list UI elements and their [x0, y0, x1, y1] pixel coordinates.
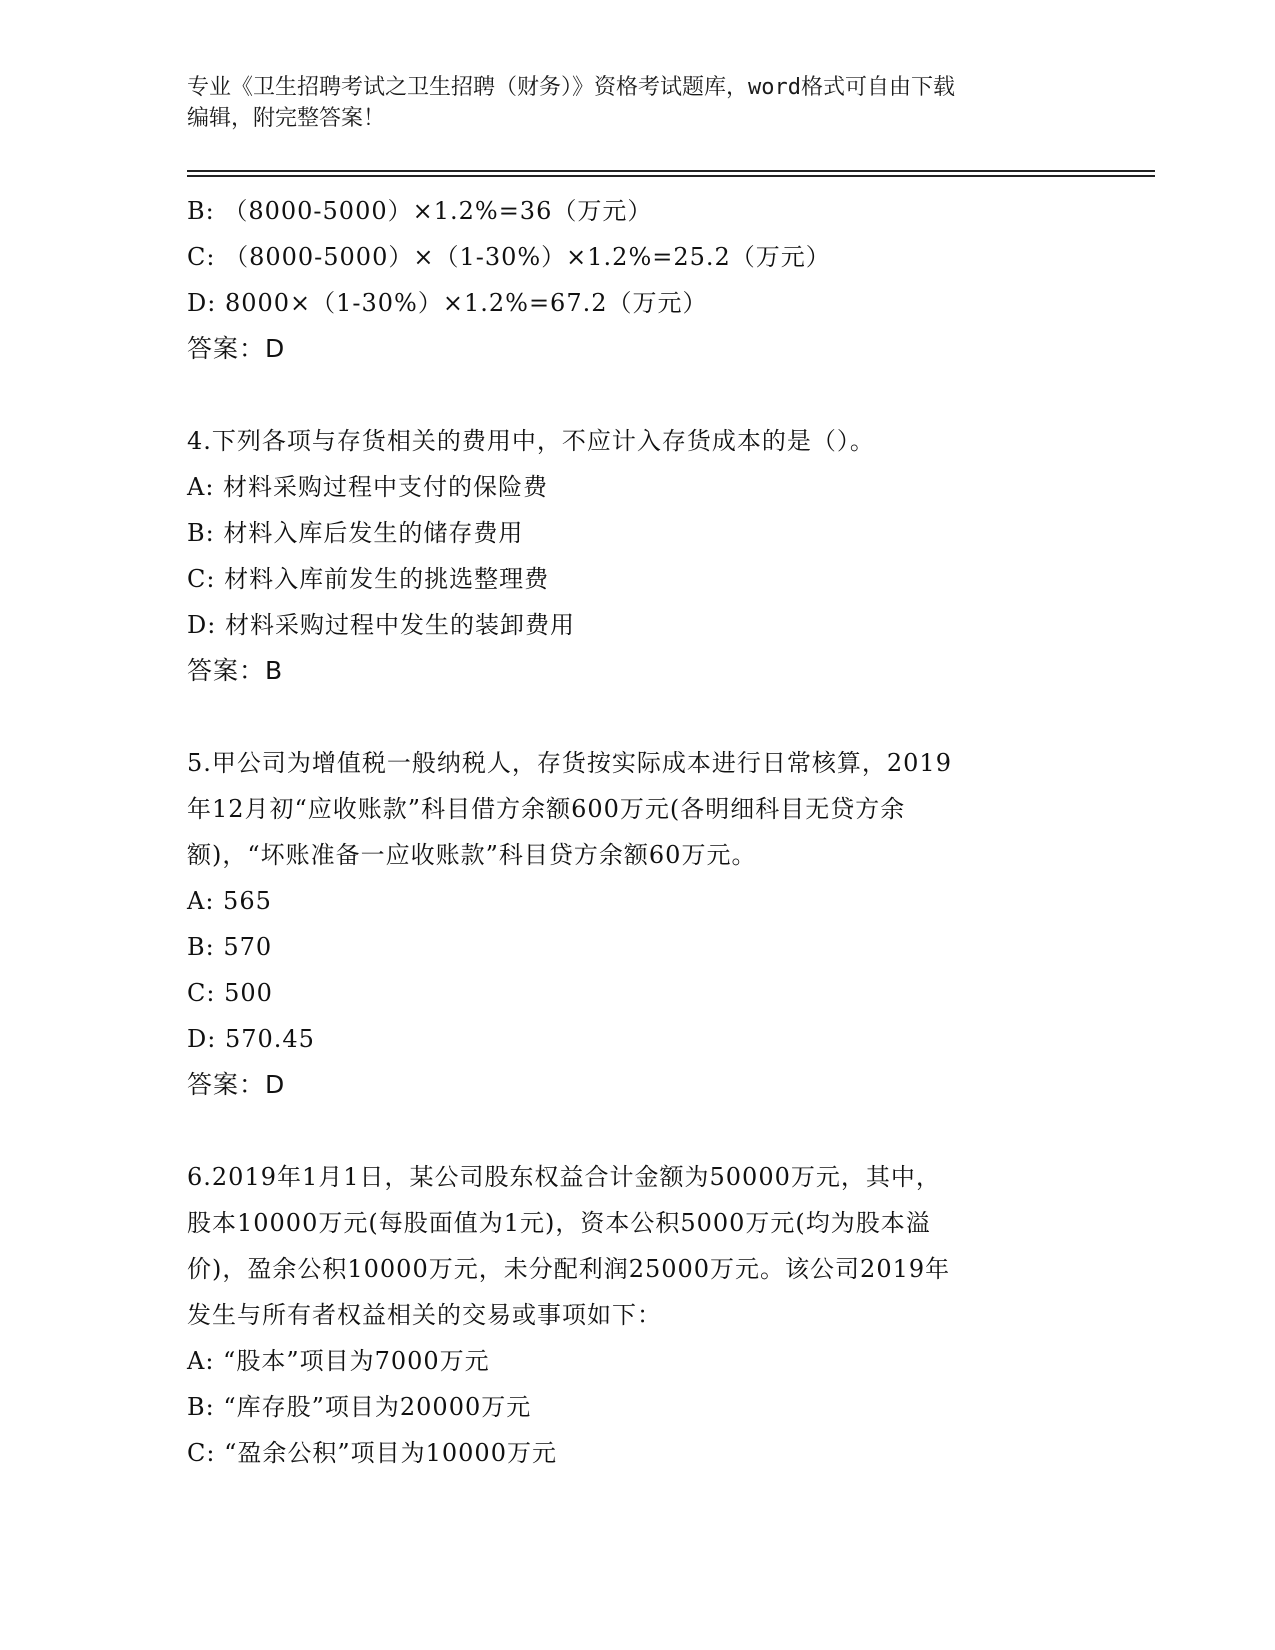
answer: 答案：B [187, 656, 284, 685]
header-line-1: 专业《卫生招聘考试之卫生招聘（财务）》资格考试题库，word格式可自由下载 [187, 75, 955, 100]
question-text-line: 年12月初“应收账款”科目借方余额600万元(各明细科目无贷方余 [187, 795, 906, 823]
question-text-line: 发生与所有者权益相关的交易或事项如下： [187, 1301, 662, 1329]
document-header [187, 72, 1067, 134]
option-b: B: “库存股”项目为20000万元 [187, 1393, 532, 1421]
option-d: D: 8000×（1-30%）×1.2%=67.2（万元） [187, 289, 708, 317]
option-a: A: 565 [187, 887, 272, 915]
option-a: A: 材料采购过程中支付的保险费 [187, 473, 549, 501]
option-d: D: 570.45 [187, 1025, 315, 1053]
question-text: 4.下列各项与存货相关的费用中，不应计入存货成本的是（）。 [187, 427, 875, 455]
option-b: B: 材料入库后发生的储存费用 [187, 519, 524, 547]
option-b: B: （8000-5000）×1.2%=36（万元） [187, 197, 653, 225]
header-rule-bottom [187, 175, 1155, 177]
question-text-line: 额)，“坏账准备一应收账款”科目贷方余额60万元。 [187, 841, 757, 869]
question-text-line: 股本10000万元(每股面值为1元)，资本公积5000万元(均为股本溢 [187, 1209, 931, 1237]
question-5 [187, 740, 1067, 1108]
option-b: B: 570 [187, 933, 273, 961]
header-rule-top [187, 170, 1155, 172]
answer: 答案：D [187, 1070, 286, 1099]
question-4 [187, 418, 1067, 694]
option-c: C: 材料入库前发生的挑选整理费 [187, 565, 550, 593]
question-text-line: 6.2019年1月1日，某公司股东权益合计金额为50000万元，其中， [187, 1163, 941, 1191]
option-a: A: “股本”项目为7000万元 [187, 1347, 490, 1375]
option-d: D: 材料采购过程中发生的装卸费用 [187, 611, 575, 639]
header-line-2: 编辑，附完整答案！ [187, 106, 386, 131]
question-list [187, 188, 1067, 1476]
option-c: C: （8000-5000）×（1-30%）×1.2%=25.2（万元） [187, 243, 831, 271]
option-c: C: 500 [187, 979, 273, 1007]
question-6 [187, 1154, 1067, 1476]
question-text-line: 5.甲公司为增值税一般纳税人，存货按实际成本进行日常核算，2019 [187, 749, 952, 777]
answer: 答案：D [187, 334, 286, 363]
option-c: C: “盈余公积”项目为10000万元 [187, 1439, 557, 1467]
question-text-line: 价)，盈余公积10000万元，未分配利润25000万元。该公司2019年 [187, 1255, 951, 1283]
question-3 [187, 188, 1067, 372]
